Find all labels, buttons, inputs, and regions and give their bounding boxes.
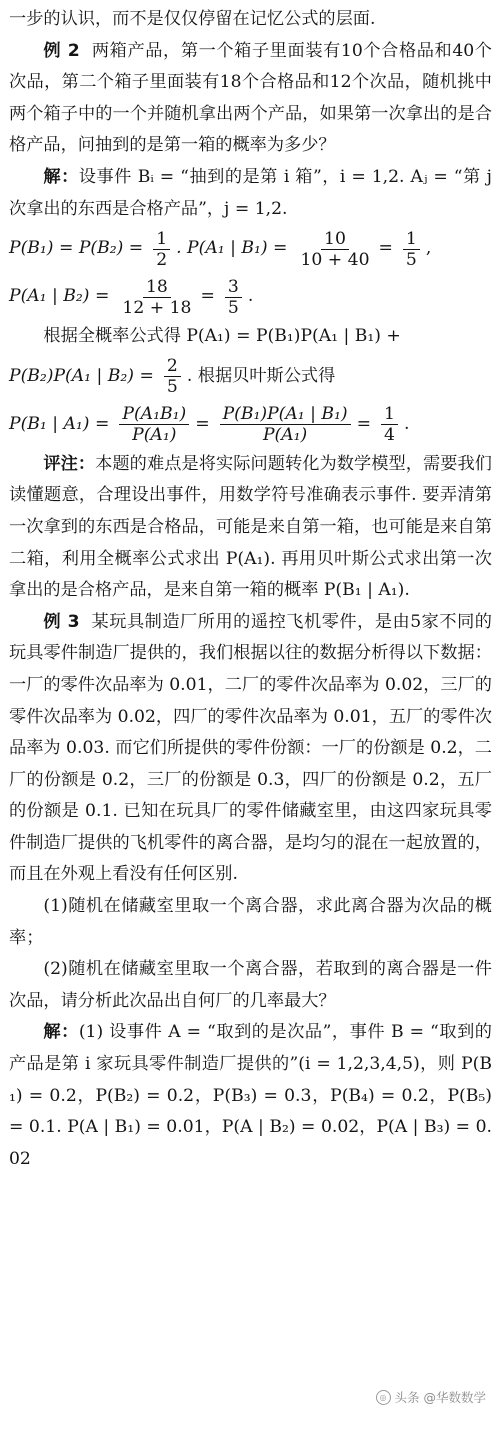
intro-paragraph: 一步的认识，而不是仅仅停留在记忆公式的层面.: [9, 9, 376, 29]
solution-2-label: 解：: [43, 166, 79, 187]
equation-row-1: [9, 225, 492, 273]
eq1-fraction-3: [403, 229, 420, 270]
eq1-lhs: P(B₁) = P(B₂) =: [9, 238, 144, 259]
watermark: [374, 1388, 488, 1406]
eq3-lhs: P(B₁ | A₁) =: [9, 413, 110, 434]
solution-2-intro: [9, 162, 492, 225]
equation-row-3: [9, 401, 492, 449]
example-3: [9, 607, 492, 891]
solution-3-label: 解：: [43, 1022, 79, 1043]
solution-2-text: 设事件 Bᵢ = “抽到的是第 i 箱”，i = 1,2. Aⱼ = “第 j 次拿出的东西是合格产品”，j = 1,2.: [9, 166, 492, 219]
eq2-end: .: [247, 286, 254, 307]
fraction-numerator: 1: [381, 404, 398, 425]
fraction-denominator: 2: [156, 249, 168, 270]
eq1-end: ,: [425, 238, 432, 259]
fraction-numerator: 3: [225, 277, 242, 298]
fraction-denominator: 5: [227, 297, 239, 318]
question-1: (1)随机在储藏室里取一个离合器，求此离合器为次品的概率；: [9, 896, 492, 948]
eq3-end: .: [403, 413, 410, 434]
commentary-label: 评注：: [43, 453, 96, 474]
equation-row-2: [9, 273, 492, 321]
example-2: [9, 36, 492, 162]
total-probability-line: 根据全概率公式得 P(A₁) = P(B₁)P(A₁ | B₁) +: [43, 326, 401, 347]
fraction-numerator: 1: [153, 229, 170, 250]
fraction-denominator: 4: [384, 425, 395, 446]
example-3-label: 例 3: [43, 611, 80, 632]
example-2-label: 例 2: [43, 40, 80, 61]
example-2-text: 两箱产品，第一个箱子里面装有10个合格品和40个次品，第二个箱子里面装有18个合格品和12个次品，随机挑中两个箱子中的一个并随机拿出两个产品，如果第一次拿出的是合格产品，问抽到的是第一箱的概率为多少？: [9, 40, 492, 156]
eq2-fraction-2: [225, 277, 242, 318]
solution-3: [9, 1017, 492, 1175]
fraction-denominator: 5: [166, 377, 178, 398]
eq1-equals: =: [378, 238, 393, 259]
solution-3-text: (1) 设事件 A = “取到的是次品”，事件 B = “取到的产品是第 i 家玩具零件制造厂提供的”(i = 1,2,3,4,5)，则 P(B₁) = 0.2，P(B₂) = 0.2，P(B₃) = 0.3，P(B₄) = 0.2，P(B₅) = 0.1. P(A | B₁) = 0.01，P(A | B₂) = 0.02，P(A | B₃) = 0.02: [9, 1022, 492, 1169]
eq3-equals-2: =: [356, 413, 372, 434]
fraction-denominator: 5: [405, 249, 417, 270]
total-cont: P(B₂)P(A₁ | B₂) =: [9, 365, 154, 386]
eq3-fraction-1: [119, 404, 189, 445]
commentary: [9, 449, 492, 607]
fraction-denominator: P(A₁): [132, 425, 177, 446]
commentary-text: 本题的难点是将实际问题转化为数学模型，需要我们读懂题意，合理设出事件，用数学符号准确表示事件. 要弄清第一次拿到的东西是合格品，可能是来自第一箱，也可能是来自第二箱，利用全概率公式求出 P(A₁). 再用贝叶斯公式求出第一次拿出的是合格产品，是来自第一箱的概率 P(B₁ | A₁).: [9, 453, 492, 601]
fraction-numerator: 10: [321, 229, 349, 250]
eq3-equals-1: =: [195, 413, 210, 434]
fraction-denominator: 10 + 40: [300, 249, 370, 270]
toutiao-logo-icon: ◎: [376, 1390, 391, 1405]
eq1-fraction-2: [297, 229, 372, 270]
fraction-denominator: 12 + 18: [122, 297, 192, 318]
eq3-fraction-2: [220, 404, 351, 445]
bayes-text: . 根据贝叶斯公式得: [186, 365, 336, 386]
fraction-numerator: 1: [403, 229, 420, 250]
fraction-denominator: P(A₁): [262, 425, 308, 446]
eq2-lhs: P(A₁ | B₂) =: [9, 286, 110, 307]
eq1-fraction-1: [153, 229, 170, 270]
eq2-equals: =: [200, 286, 215, 307]
question-2: (2)随机在储藏室里取一个离合器，若取到的离合器是一件次品，请分析此次品出自何厂的几率最大？: [9, 959, 492, 1011]
fraction-numerator: 18: [143, 277, 171, 298]
total-probability-result: [9, 353, 492, 401]
fraction-numerator: P(B₁)P(A₁ | B₁): [220, 404, 351, 425]
eq2-fraction-1: [119, 277, 194, 318]
eq1-middle: . P(A₁ | B₁) =: [176, 238, 288, 259]
example-3-text: 某玩具制造厂所用的遥控飞机零件，是由5家不同的玩具零件制造厂提供的，我们根据以往的数据分析得以下数据：一厂的零件次品率为 0.01，二厂的零件次品率为 0.02，三厂的零件次品率为 0.02，四厂的零件次品率为 0.01，五厂的零件次品率为 0.03. 而它们所提供的零件份额：一厂的份额是 0.2，二厂的份额是 0.2，三厂的份额是 0.3，四厂的份额是 0.2，五厂的份额是 0.1. 已知在玩具厂的零件储藏室里，由这四家玩具零件制造厂提供的飞机零件的离合器，是均匀的混在一起放置的，而且在外观上看没有任何区别.: [9, 611, 492, 885]
fraction-numerator: P(A₁B₁): [119, 404, 189, 425]
total-fraction: [164, 356, 181, 397]
eq3-fraction-3: [381, 404, 398, 445]
fraction-numerator: 2: [164, 356, 181, 377]
watermark-text: 头条 @华数数学: [394, 1390, 486, 1405]
